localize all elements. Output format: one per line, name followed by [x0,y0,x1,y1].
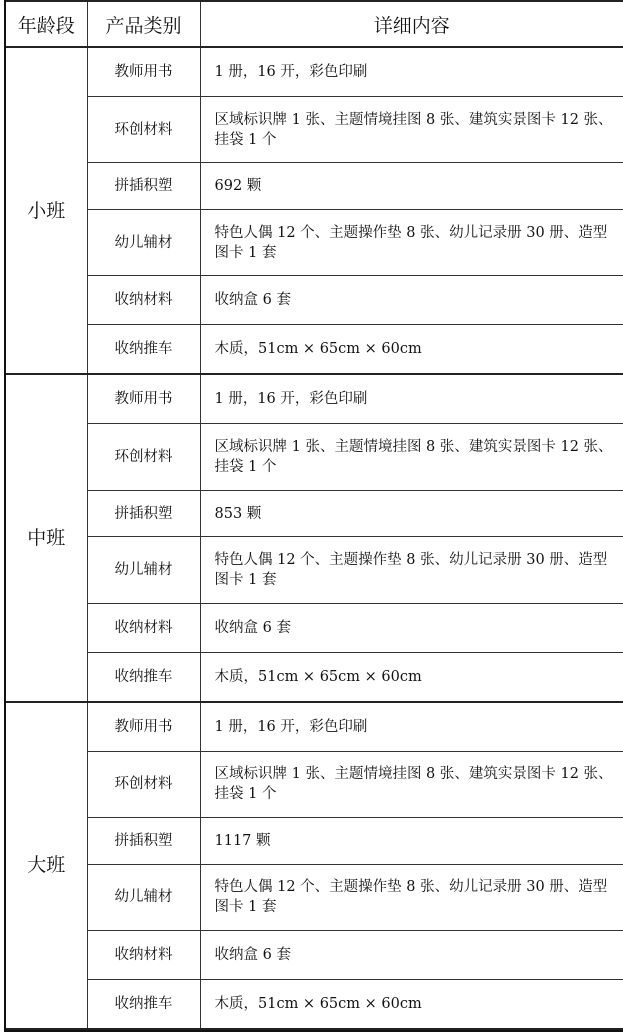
detail-cell: 1 册，16 开，彩色印刷 [200,47,623,96]
detail-cell: 特色人偶 12 个、主题操作垫 8 张、幼儿记录册 30 册、造型图卡 1 套 [200,864,623,930]
detail-cell: 特色人偶 12 个、主题操作垫 8 张、幼儿记录册 30 册、造型图卡 1 套 [200,537,623,603]
table-row [6,751,623,817]
detail-cell: 收纳盒 6 套 [200,931,623,980]
table-row [6,931,623,980]
detail-cell: 1117 颗 [200,817,623,864]
category-cell: 环创材料 [87,424,200,490]
detail-cell: 区域标识牌 1 张、主题情境挂图 8 张、建筑实景图卡 12 张、挂袋 1 个 [200,424,623,490]
detail-cell: 收纳盒 6 套 [200,276,623,325]
detail-cell: 木质，51cm × 65cm × 60cm [200,979,623,1029]
table-row [6,702,623,751]
table-row [6,210,623,276]
category-cell: 幼儿辅材 [87,210,200,276]
table-row [6,817,623,864]
category-cell: 收纳材料 [87,931,200,980]
category-cell: 收纳材料 [87,276,200,325]
category-cell: 环创材料 [87,751,200,817]
header-category: 产品类别 [87,1,200,47]
category-cell: 收纳材料 [87,603,200,652]
detail-cell: 收纳盒 6 套 [200,603,623,652]
category-cell: 幼儿辅材 [87,864,200,930]
header-row [6,1,623,47]
product-table [6,0,623,1030]
table-row [6,979,623,1029]
detail-cell: 区域标识牌 1 张、主题情境挂图 8 张、建筑实景图卡 12 张、挂袋 1 个 [200,96,623,162]
age-group-middle: 中班 [6,374,87,701]
detail-cell: 1 册，16 开，彩色印刷 [200,374,623,423]
category-cell: 教师用书 [87,47,200,96]
detail-cell: 区域标识牌 1 张、主题情境挂图 8 张、建筑实景图卡 12 张、挂袋 1 个 [200,751,623,817]
age-group-large: 大班 [6,702,87,1029]
age-group-small: 小班 [6,47,87,374]
category-cell: 教师用书 [87,702,200,751]
table-row [6,374,623,423]
category-cell: 收纳推车 [87,325,200,374]
table-row [6,864,623,930]
category-cell: 拼插积塑 [87,163,200,210]
table-row [6,163,623,210]
category-cell: 收纳推车 [87,979,200,1029]
detail-cell: 木质，51cm × 65cm × 60cm [200,325,623,374]
detail-cell: 692 颗 [200,163,623,210]
table-row [6,652,623,701]
detail-cell: 木质，51cm × 65cm × 60cm [200,652,623,701]
category-cell: 收纳推车 [87,652,200,701]
table-row [6,603,623,652]
detail-cell: 1 册，16 开，彩色印刷 [200,702,623,751]
table-row [6,424,623,490]
category-cell: 环创材料 [87,96,200,162]
header-detail: 详细内容 [200,1,623,47]
category-cell: 幼儿辅材 [87,537,200,603]
category-cell: 教师用书 [87,374,200,423]
header-age: 年龄段 [6,1,87,47]
table-row [6,96,623,162]
table-row [6,47,623,96]
table-row [6,537,623,603]
category-cell: 拼插积塑 [87,817,200,864]
table-row [6,325,623,374]
table-row [6,276,623,325]
table-row [6,490,623,537]
category-cell: 拼插积塑 [87,490,200,537]
detail-cell: 853 颗 [200,490,623,537]
detail-cell: 特色人偶 12 个、主题操作垫 8 张、幼儿记录册 30 册、造型图卡 1 套 [200,210,623,276]
